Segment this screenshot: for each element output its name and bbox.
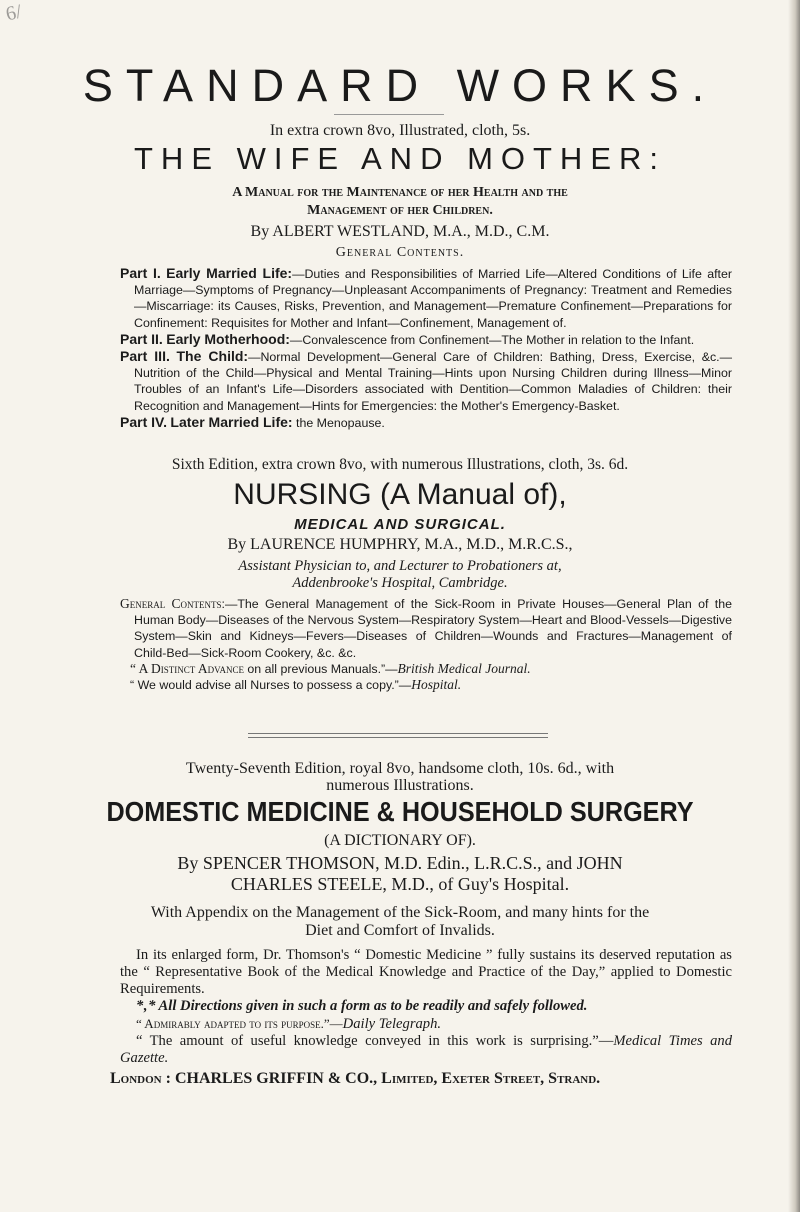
book1-author: By ALBERT WESTLAND, M.A., M.D., C.M.: [250, 223, 550, 240]
book2-author-role-1: Assistant Physician to, and Lecturer to Probationers at,: [238, 558, 562, 574]
book2-author-role-2: Addenbrooke's Hospital, Cambridge.: [292, 575, 508, 591]
book1-subtitle-line2: Management of her Children.: [307, 203, 493, 218]
part-2-text: —Convalescence from Confinement—The Mother in relation to the Infant.: [289, 332, 695, 347]
part-2-name: Early Motherhood:: [166, 330, 290, 347]
book3-appendix-line2: Diet and Comfort of Invalids.: [305, 922, 495, 939]
book1-contents: [120, 265, 732, 431]
book2-subtitle: MEDICAL AND SURGICAL.: [294, 516, 506, 533]
part-4-label: Part IV.: [120, 413, 167, 430]
book3-review-3-text: “ The amount of useful knowledge conveyed in this work is surprising.”—: [136, 1033, 614, 1049]
part-4-name: Later Married Life:: [170, 413, 293, 430]
publisher-footer: London : CHARLES GRIFFIN & CO., Limited, Exeter Street, Strand.: [110, 1070, 601, 1087]
book3-edition-line2: numerous Illustrations.: [326, 777, 474, 794]
book1-title: THE WIFE AND MOTHER:: [134, 141, 666, 176]
handwritten-corner-note: 6/: [3, 0, 24, 26]
book1-edition: In extra crown 8vo, Illustrated, cloth, 5s.: [269, 122, 531, 139]
book2-contents-body: :—The General Management of the Sick-Room in Private Houses—General Plan of the Human Body—Diseases of the Nervous System—Respiratory System—Heart and Blood-Vessels—Digestive System—Skin and Kidneys—Fevers—Diseases of Children—Wounds and Fractures—Management of Child-Bed—Sick-Room Cookery, &c. &c.: [134, 597, 732, 660]
book2-edition: Sixth Edition, extra crown 8vo, with numerous Illustrations, cloth, 3s. 6d.: [171, 456, 629, 473]
book2-author: By LAURENCE HUMPHRY, M.A., M.D., M.R.C.S.,: [227, 536, 573, 553]
book2-contents-label: General Contents: [120, 596, 222, 611]
book2-review-1-label: “ A Distinct Advance: [130, 660, 244, 676]
part-1-name: Early Married Life:: [166, 265, 293, 281]
part-4-text: the Menopause.: [292, 415, 385, 430]
section-rule: [248, 733, 548, 738]
part-3: [120, 348, 732, 414]
book3-review-2-source: Daily Telegraph.: [342, 1016, 442, 1032]
part-2: [120, 331, 732, 348]
book3-title: DOMESTIC MEDICINE & HOUSEHOLD SURGERY: [106, 796, 694, 827]
part-1-text: —Duties and Responsibilities of Married Life—Altered Conditions of Life after Marriage—Symptoms of Pregnancy—Unpleasant Accompaniments of Pregnancy: Treatment and Remedies—Miscarriage: its Causes, Risks, Prevention, and Management—Premature Confinement—Preparations for Confinement: Requisites for Mother and Infant—Confinement, Management of.: [134, 267, 732, 330]
book2-review-2-source: Hospital.: [411, 677, 462, 693]
book3-author-line2: CHARLES STEELE, M.D., of Guy's Hospital.: [230, 874, 570, 894]
book2-review-2-text: “ We would advise all Nurses to possess a copy.”—: [130, 678, 412, 693]
book3-review-3: [120, 1033, 732, 1067]
book2-review-1: [120, 661, 732, 677]
book3-review-main: In its enlarged form, Dr. Thomson's “ Domestic Medicine ” fully sustains its deserved reputation as the “ Representative Book of the Medical Knowledge and Practice of the Day,” applied to Domestic Requirements.: [120, 947, 732, 997]
book3-subtitle: (A DICTIONARY OF).: [324, 832, 476, 849]
book3-review-2: [120, 1015, 732, 1033]
book3-reviews: [120, 947, 732, 1067]
page-title: STANDARD WORKS.: [82, 60, 718, 111]
title-rule: [334, 114, 444, 115]
book2-review-1-source: British Medical Journal.: [397, 660, 531, 676]
book3-appendix-line1: With Appendix on the Management of the Sick-Room, and many hints for the: [150, 904, 650, 921]
book2-review-1-text: on all previous Manuals.”—: [243, 661, 398, 676]
book3-review-2-label: “ Admirably adapted to its purpose.”—: [136, 1016, 343, 1031]
book1-subtitle-line1: A Manual for the Maintenance of her Health and the: [232, 185, 568, 200]
part-3-name: The Child:: [176, 348, 249, 365]
part-4: [120, 414, 732, 431]
part-2-label: Part II.: [120, 330, 163, 347]
book3-note: *‚* All Directions given in such a form as to be readily and safely followed.: [136, 998, 588, 1014]
part-1-label: Part I.: [120, 265, 161, 281]
page-edge-shadow: [788, 0, 800, 1212]
book2-title: NURSING (A Manual of),: [233, 478, 567, 511]
book3-edition-line1: Twenty-Seventh Edition, royal 8vo, handsome cloth, 10s. 6d., with: [185, 760, 615, 777]
book1-contents-heading: General Contents.: [335, 245, 465, 260]
book2-contents-text: [120, 596, 732, 661]
part-3-label: Part III.: [120, 348, 170, 365]
part-1: [120, 265, 732, 331]
book2-review-2: [120, 677, 732, 693]
book3-author-line1: By SPENCER THOMSON, M.D. Edin., L.R.C.S., and JOHN: [177, 853, 623, 873]
book3-review-3-source: Medical Times and Gazette.: [120, 1033, 732, 1066]
book2-contents: [120, 596, 732, 693]
part-3-text: —Normal Development—General Care of Children: Bathing, Dress, Exercise, &c.—Nutrition of the Child—Physical and Mental Training—Hints upon Nursing Children during Illness—Minor Troubles of an Infant's Life—Disorders associated with Dentition—Common Maladies of Children: their Recognition and Management—Hints for Emergencies: the Mother's Emergency-Basket.: [134, 350, 733, 413]
